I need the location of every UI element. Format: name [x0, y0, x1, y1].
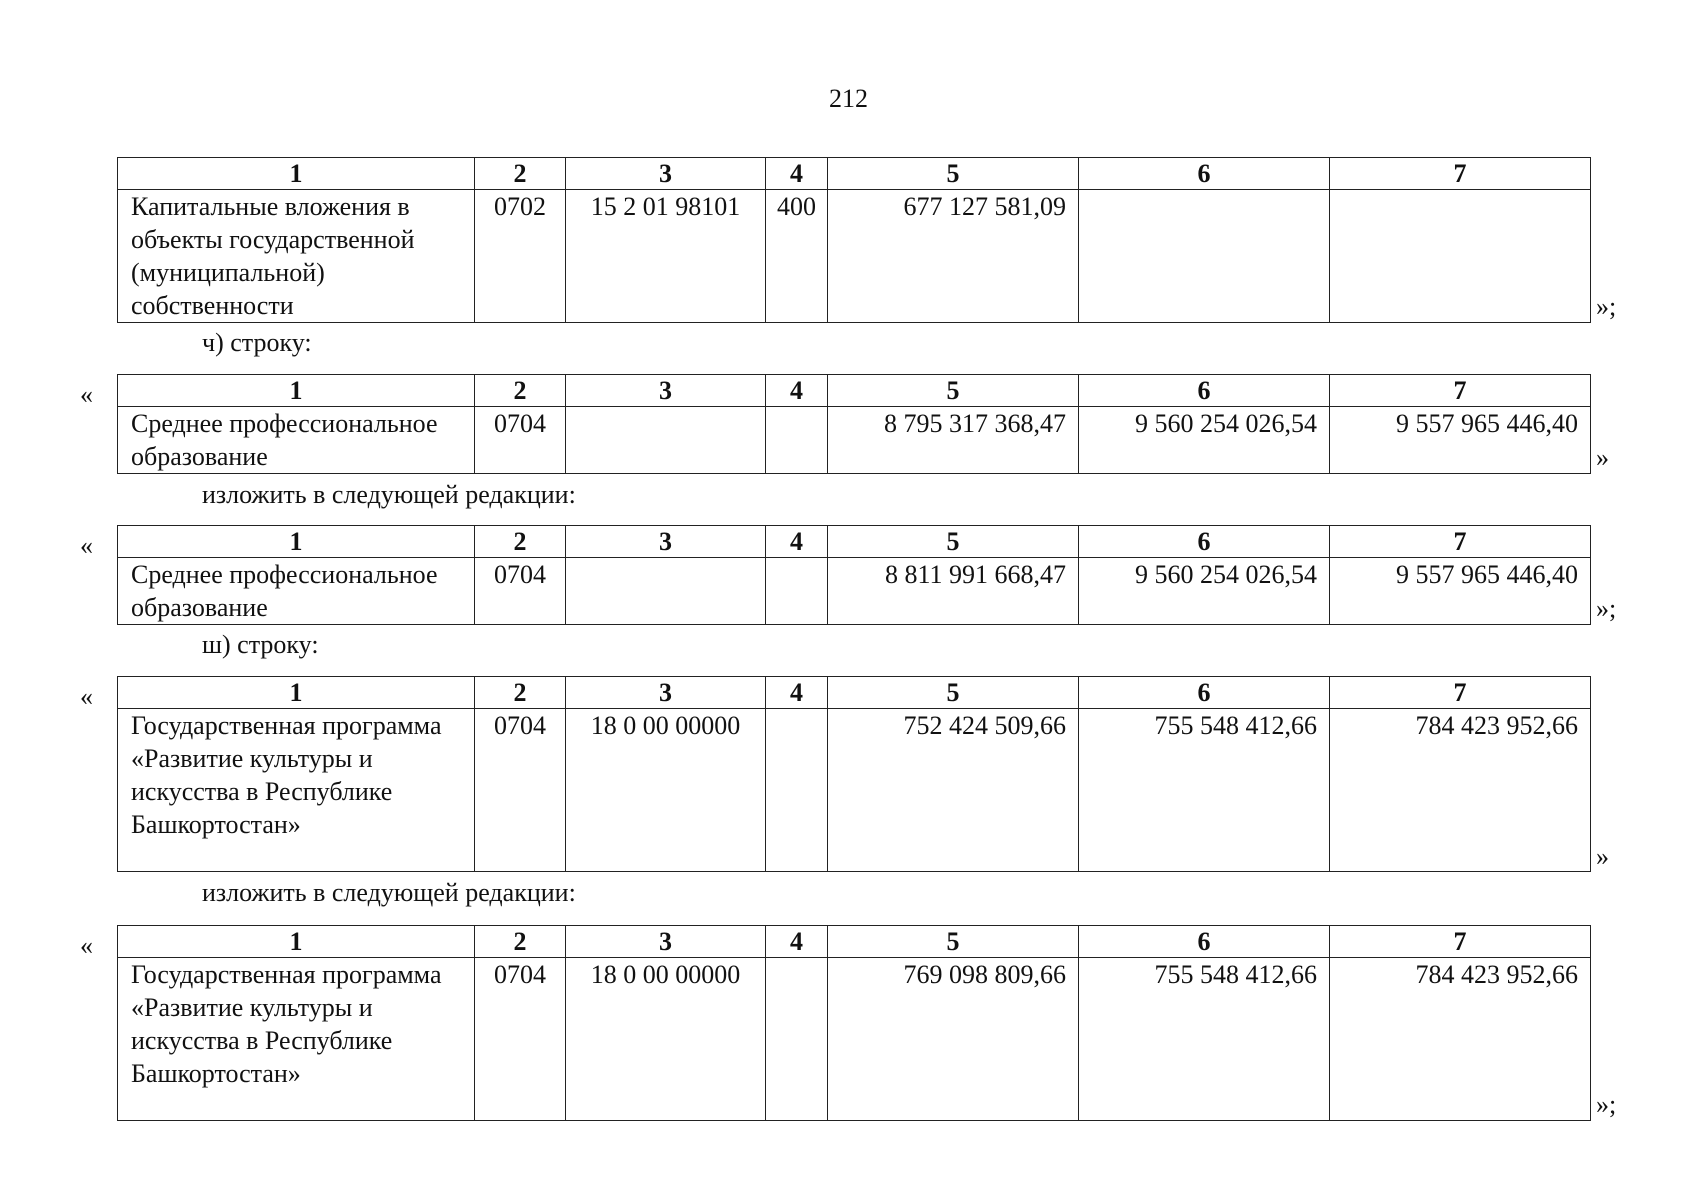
row-target-code: 18 0 00 00000: [566, 709, 766, 872]
row-sum-col7: 784 423 952,66: [1330, 709, 1591, 872]
row-target-code: 15 2 01 98101: [566, 190, 766, 323]
table-header-row: [118, 158, 1591, 190]
row-expense-type: [766, 709, 828, 872]
row-name: Капитальные вложения в объекты государственной (муниципальной) собственности: [118, 190, 475, 323]
table-header-row: [118, 526, 1591, 558]
col-header-4: 4: [766, 526, 828, 558]
col-header-4: 4: [766, 926, 828, 958]
col-header-6: 6: [1079, 375, 1330, 407]
col-header-1: 1: [118, 375, 475, 407]
row-sum-col6: 755 548 412,66: [1079, 709, 1330, 872]
row-sum-col7: 784 423 952,66: [1330, 958, 1591, 1121]
closing-quote: »;: [1596, 594, 1617, 623]
row-section-code: 0704: [475, 709, 566, 872]
table-row: [118, 190, 1591, 323]
closing-quote: »;: [1596, 1090, 1617, 1119]
col-header-3: 3: [566, 158, 766, 190]
col-header-2: 2: [475, 375, 566, 407]
col-header-6: 6: [1079, 677, 1330, 709]
col-header-7: 7: [1330, 158, 1591, 190]
budget-table-culture-program-new: [117, 925, 1591, 1121]
row-sum-col5: 677 127 581,09: [828, 190, 1079, 323]
row-sum-col6: 9 560 254 026,54: [1079, 558, 1330, 625]
budget-table-capital-investments: [117, 157, 1591, 323]
row-expense-type: 400: [766, 190, 828, 323]
col-header-3: 3: [566, 677, 766, 709]
row-expense-type: [766, 407, 828, 474]
col-header-7: 7: [1330, 677, 1591, 709]
table-header-row: [118, 375, 1591, 407]
budget-table-spo-old: [117, 374, 1591, 474]
row-name: Государственная программа «Развитие культуры и искусства в Республике Башкортостан»: [118, 709, 475, 872]
col-header-7: 7: [1330, 526, 1591, 558]
col-header-4: 4: [766, 158, 828, 190]
table-row: [118, 958, 1591, 1121]
row-sum-col6: [1079, 190, 1330, 323]
col-header-2: 2: [475, 158, 566, 190]
row-expense-type: [766, 558, 828, 625]
col-header-6: 6: [1079, 158, 1330, 190]
instruction-ch-row: ч) строку:: [202, 328, 312, 357]
row-sum-col6: 9 560 254 026,54: [1079, 407, 1330, 474]
col-header-3: 3: [566, 375, 766, 407]
col-header-1: 1: [118, 677, 475, 709]
col-header-1: 1: [118, 926, 475, 958]
col-header-2: 2: [475, 677, 566, 709]
col-header-4: 4: [766, 375, 828, 407]
col-header-2: 2: [475, 526, 566, 558]
row-expense-type: [766, 958, 828, 1121]
instruction-replace-2: изложить в следующей редакции:: [202, 878, 576, 907]
row-sum-col5: 769 098 809,66: [828, 958, 1079, 1121]
table-header-row: [118, 926, 1591, 958]
col-header-1: 1: [118, 526, 475, 558]
row-target-code: 18 0 00 00000: [566, 958, 766, 1121]
row-name: Государственная программа «Развитие культуры и искусства в Республике Башкортостан»: [118, 958, 475, 1121]
row-name: Среднее профессиональное образование: [118, 558, 475, 625]
row-section-code: 0704: [475, 958, 566, 1121]
col-header-5: 5: [828, 926, 1079, 958]
table-header-row: [118, 677, 1591, 709]
row-target-code: [566, 558, 766, 625]
col-header-1: 1: [118, 158, 475, 190]
closing-quote: »: [1596, 443, 1609, 472]
col-header-3: 3: [566, 526, 766, 558]
row-section-code: 0704: [475, 558, 566, 625]
col-header-5: 5: [828, 526, 1079, 558]
opening-quote: «: [80, 531, 93, 560]
table-row: [118, 407, 1591, 474]
col-header-2: 2: [475, 926, 566, 958]
page-number: 212: [829, 84, 868, 113]
col-header-5: 5: [828, 677, 1079, 709]
budget-table-culture-program-old: [117, 676, 1591, 872]
row-sum-col7: [1330, 190, 1591, 323]
table-row: [118, 709, 1591, 872]
col-header-7: 7: [1330, 926, 1591, 958]
row-sum-col5: 8 811 991 668,47: [828, 558, 1079, 625]
instruction-sh-row: ш) строку:: [202, 630, 319, 659]
col-header-6: 6: [1079, 926, 1330, 958]
col-header-5: 5: [828, 158, 1079, 190]
row-target-code: [566, 407, 766, 474]
col-header-3: 3: [566, 926, 766, 958]
instruction-replace-1: изложить в следующей редакции:: [202, 480, 576, 509]
row-sum-col5: 752 424 509,66: [828, 709, 1079, 872]
row-sum-col5: 8 795 317 368,47: [828, 407, 1079, 474]
budget-table-spo-new: [117, 525, 1591, 625]
opening-quote: «: [80, 380, 93, 409]
col-header-7: 7: [1330, 375, 1591, 407]
row-sum-col7: 9 557 965 446,40: [1330, 407, 1591, 474]
closing-quote: »;: [1596, 292, 1617, 321]
row-section-code: 0702: [475, 190, 566, 323]
closing-quote: »: [1596, 842, 1609, 871]
row-name: Среднее профессиональное образование: [118, 407, 475, 474]
table-row: [118, 558, 1591, 625]
col-header-4: 4: [766, 677, 828, 709]
col-header-5: 5: [828, 375, 1079, 407]
opening-quote: «: [80, 682, 93, 711]
col-header-6: 6: [1079, 526, 1330, 558]
opening-quote: «: [80, 931, 93, 960]
row-sum-col6: 755 548 412,66: [1079, 958, 1330, 1121]
row-sum-col7: 9 557 965 446,40: [1330, 558, 1591, 625]
row-section-code: 0704: [475, 407, 566, 474]
